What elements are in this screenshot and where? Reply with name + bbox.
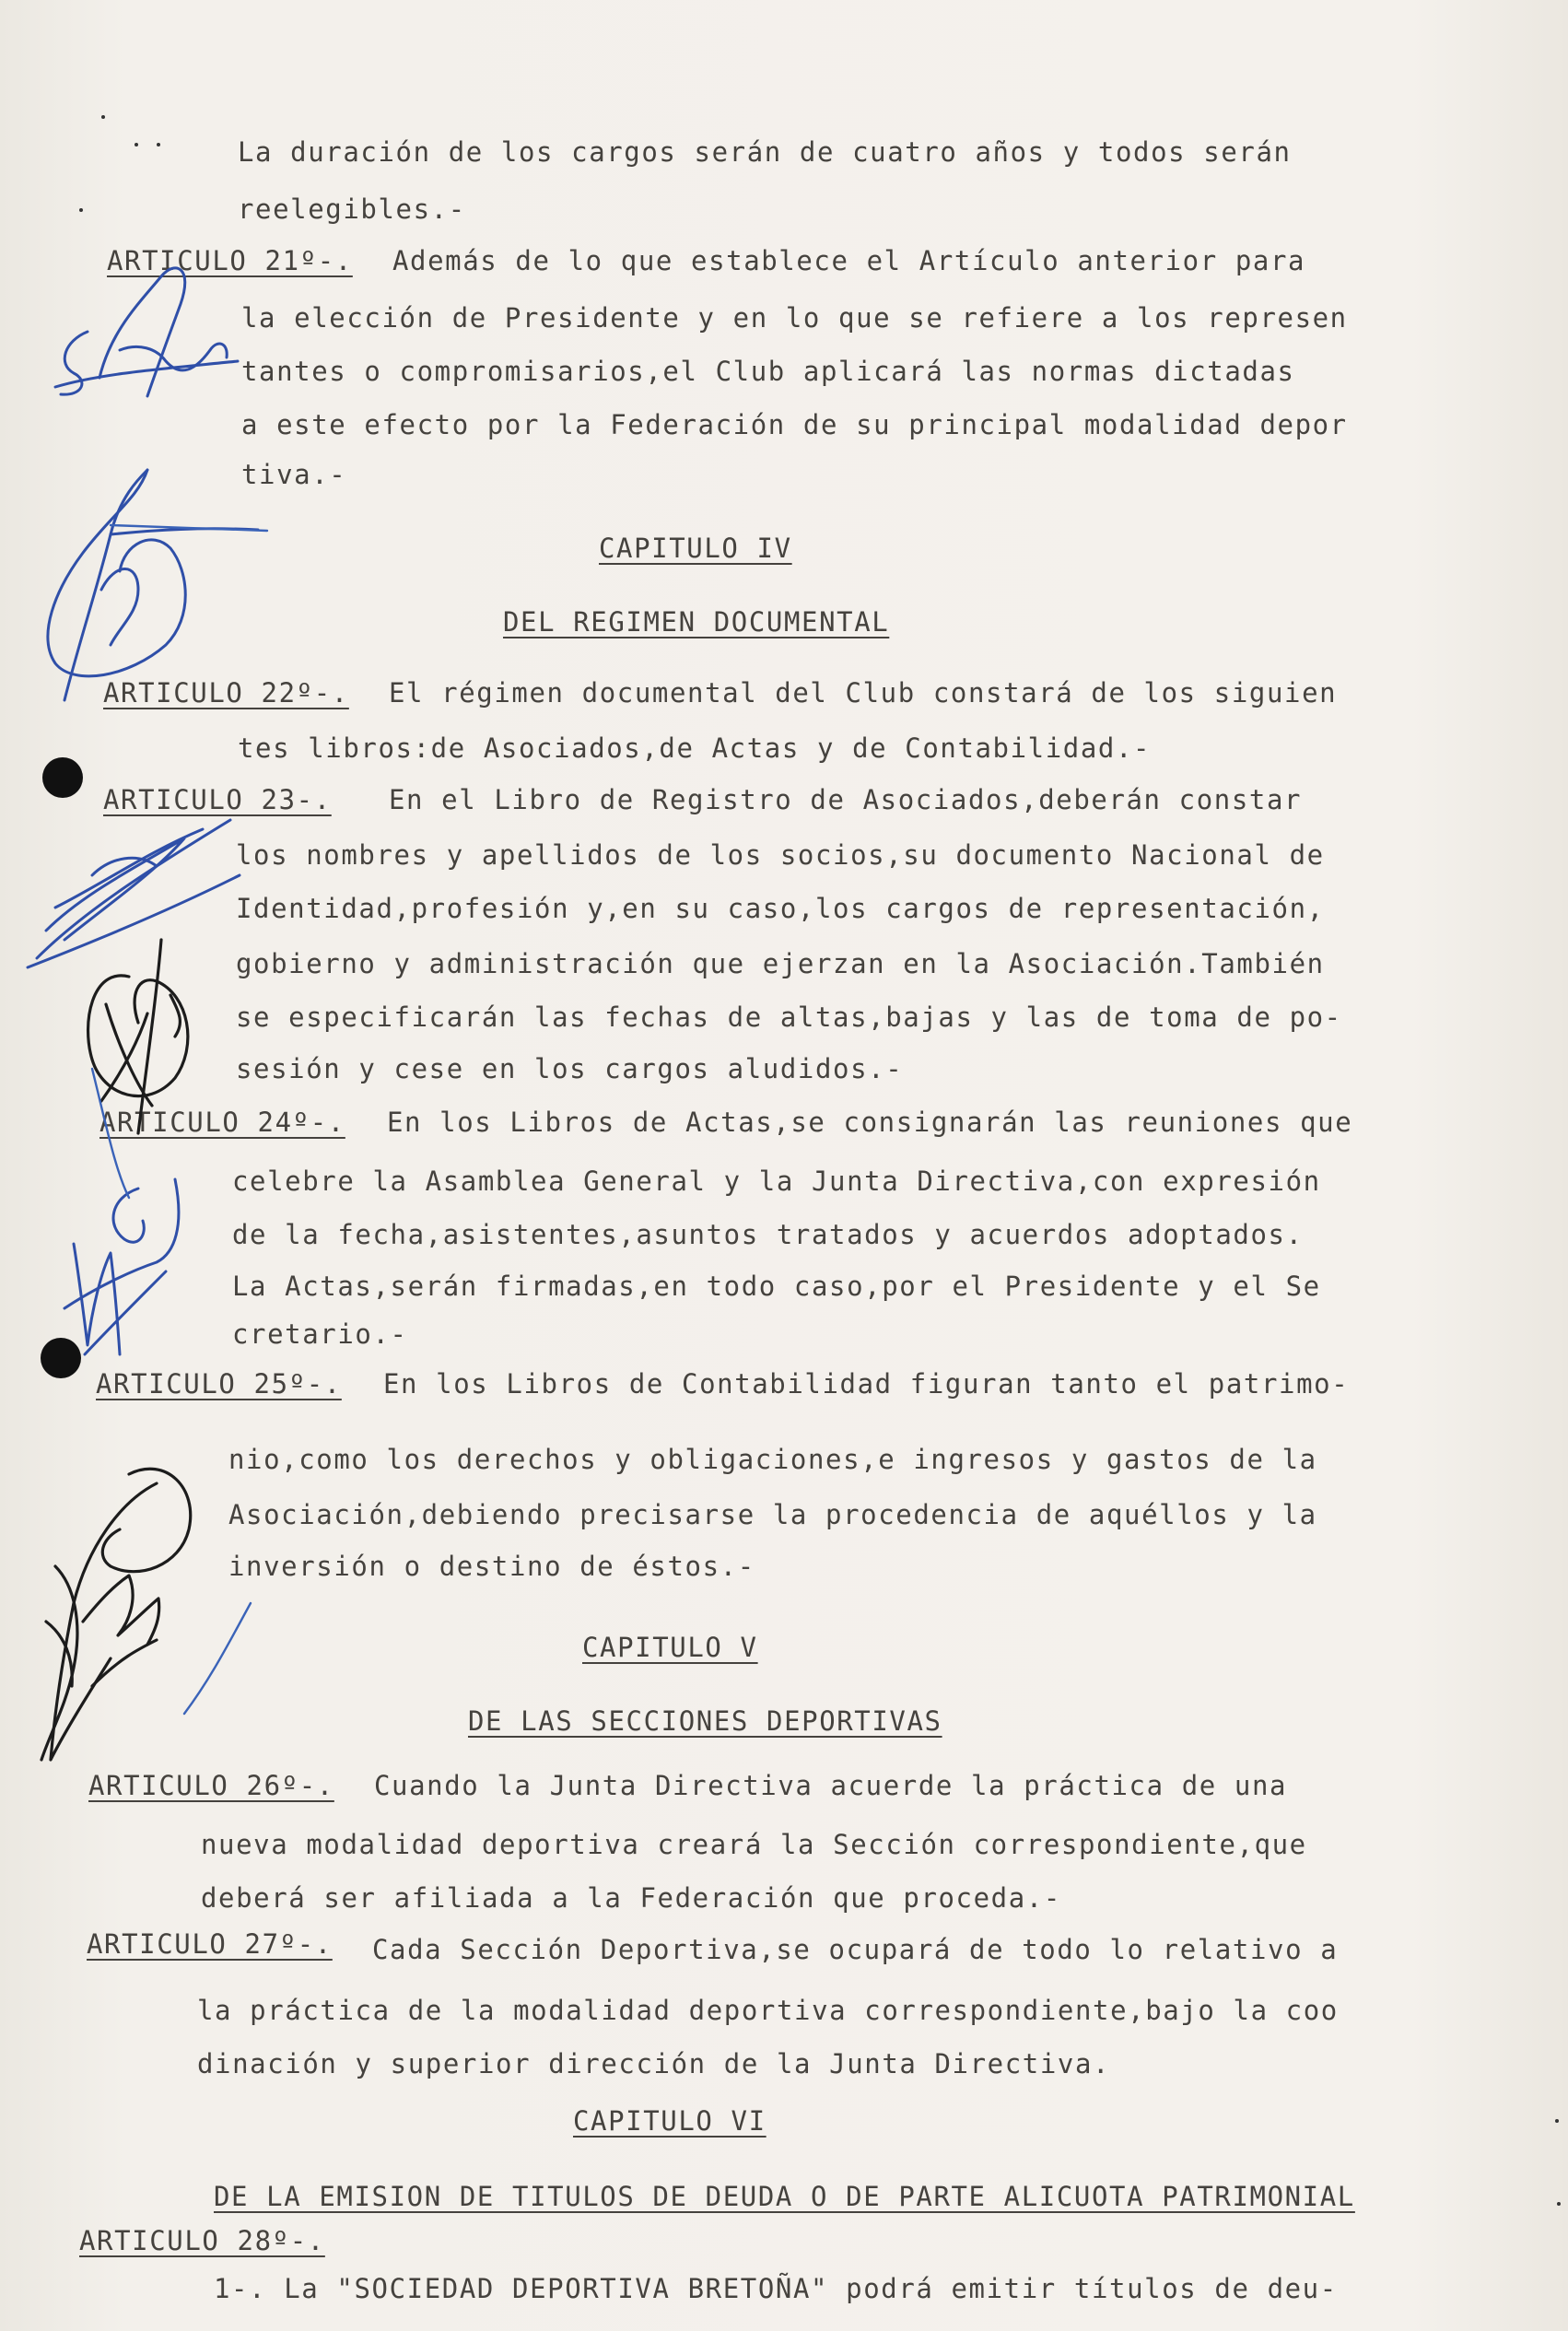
text-line: En los Libros de Contabilidad figuran tanto el patrimo- bbox=[383, 1368, 1350, 1400]
margin-speck bbox=[1557, 2202, 1561, 2206]
text-line: la elección de Presidente y en lo que se refiere a los represen bbox=[241, 302, 1348, 334]
signature-mark bbox=[28, 875, 240, 967]
text-line: reelegibles.- bbox=[238, 193, 466, 225]
text-line: la práctica de la modalidad deportiva correspondiente,bajo la coo bbox=[197, 1995, 1339, 2026]
signature-mark bbox=[99, 268, 185, 396]
article-heading: ARTICULO 25º-. bbox=[96, 1368, 342, 1400]
text-line: sesión y cese en los cargos aludidos.- bbox=[236, 1053, 904, 1084]
chapter-subtitle: DE LAS SECCIONES DEPORTIVAS bbox=[468, 1705, 942, 1737]
text-line: de la fecha,asistentes,asuntos tratados y acuerdos adoptados. bbox=[232, 1219, 1304, 1250]
margin-speck bbox=[1555, 2119, 1559, 2123]
text-line: cretario.- bbox=[232, 1318, 408, 1350]
text-line: En el Libro de Registro de Asociados,deberán constar bbox=[389, 784, 1303, 815]
article-heading: ARTICULO 26º-. bbox=[88, 1770, 334, 1801]
text-line: inversión o destino de éstos.- bbox=[228, 1551, 755, 1582]
text-line: En los Libros de Actas,se consignarán las reuniones que bbox=[387, 1107, 1353, 1138]
chapter-title: CAPITULO V bbox=[582, 1632, 758, 1663]
article-heading: ARTICULO 21º-. bbox=[107, 245, 353, 276]
signature-mark bbox=[102, 1469, 190, 1571]
signature-mark bbox=[83, 1575, 159, 1645]
text-line: Además de lo que establece el Artículo anterior para bbox=[392, 245, 1306, 276]
article-heading: ARTICULO 28º-. bbox=[79, 2225, 325, 2256]
text-line: nueva modalidad deportiva creará la Sección correspondiente,que bbox=[201, 1829, 1307, 1860]
text-line: Identidad,profesión y,en su caso,los cargos de representación, bbox=[236, 893, 1325, 924]
text-line: los nombres y apellidos de los socios,su documento Nacional de bbox=[236, 839, 1325, 871]
text-line: Cuando la Junta Directiva acuerde la práctica de una bbox=[374, 1770, 1288, 1801]
chapter-title: CAPITULO IV bbox=[599, 533, 792, 564]
text-line: deberá ser afiliada a la Federación que proceda.- bbox=[201, 1882, 1061, 1914]
margin-signatures bbox=[0, 0, 276, 1843]
text-line: 1-. La "SOCIEDAD DEPORTIVA BRETOÑA" podrá emitir títulos de deu- bbox=[214, 2273, 1338, 2304]
article-heading: ARTICULO 22º-. bbox=[103, 677, 349, 709]
text-line: gobierno y administración que ejerzan en la Asociación.También bbox=[236, 948, 1325, 979]
signature-mark bbox=[92, 1640, 157, 1686]
signature-mark bbox=[101, 569, 138, 646]
article-heading: ARTICULO 27º-. bbox=[87, 1928, 333, 1960]
text-line: La Actas,serán firmadas,en todo caso,por el Presidente y el Se bbox=[232, 1271, 1321, 1302]
article-heading: ARTICULO 23-. bbox=[103, 784, 332, 815]
signature-mark bbox=[85, 1271, 166, 1354]
text-line: Cada Sección Deportiva,se ocupará de todo lo relativo a bbox=[372, 1934, 1339, 1965]
signature-mark bbox=[184, 1603, 251, 1714]
text-line: tantes o compromisarios,el Club aplicará las normas dictadas bbox=[241, 356, 1295, 387]
chapter-title: CAPITULO VI bbox=[573, 2105, 766, 2137]
article-heading: ARTICULO 24º-. bbox=[99, 1107, 345, 1138]
text-line: tiva.- bbox=[241, 459, 347, 490]
chapter-subtitle: DEL REGIMEN DOCUMENTAL bbox=[503, 606, 890, 638]
text-line: La duración de los cargos serán de cuatro años y todos serán bbox=[238, 136, 1292, 168]
text-line: El régimen documental del Club constará de los siguien bbox=[389, 677, 1338, 709]
signature-mark bbox=[46, 838, 184, 940]
text-line: nio,como los derechos y obligaciones,e ingresos y gastos de la bbox=[228, 1444, 1317, 1475]
text-line: celebre la Asamblea General y la Junta Directiva,con expresión bbox=[232, 1166, 1321, 1197]
text-line: tes libros:de Asociados,de Actas y de Contabilidad.- bbox=[238, 732, 1152, 764]
text-line: dinación y superior dirección de la Junta Directiva. bbox=[197, 2048, 1111, 2079]
chapter-subtitle: DE LA EMISION DE TITULOS DE DEUDA O DE PARTE ALICUOTA PATRIMONIAL bbox=[214, 2181, 1355, 2212]
signature-mark bbox=[51, 1483, 157, 1760]
text-line: se especificarán las fechas de altas,bajas y las de toma de po- bbox=[236, 1002, 1342, 1033]
text-line: Asociación,debiendo precisarse la procedencia de aquéllos y la bbox=[228, 1499, 1317, 1530]
text-line: a este efecto por la Federación de su principal modalidad depor bbox=[241, 409, 1348, 440]
